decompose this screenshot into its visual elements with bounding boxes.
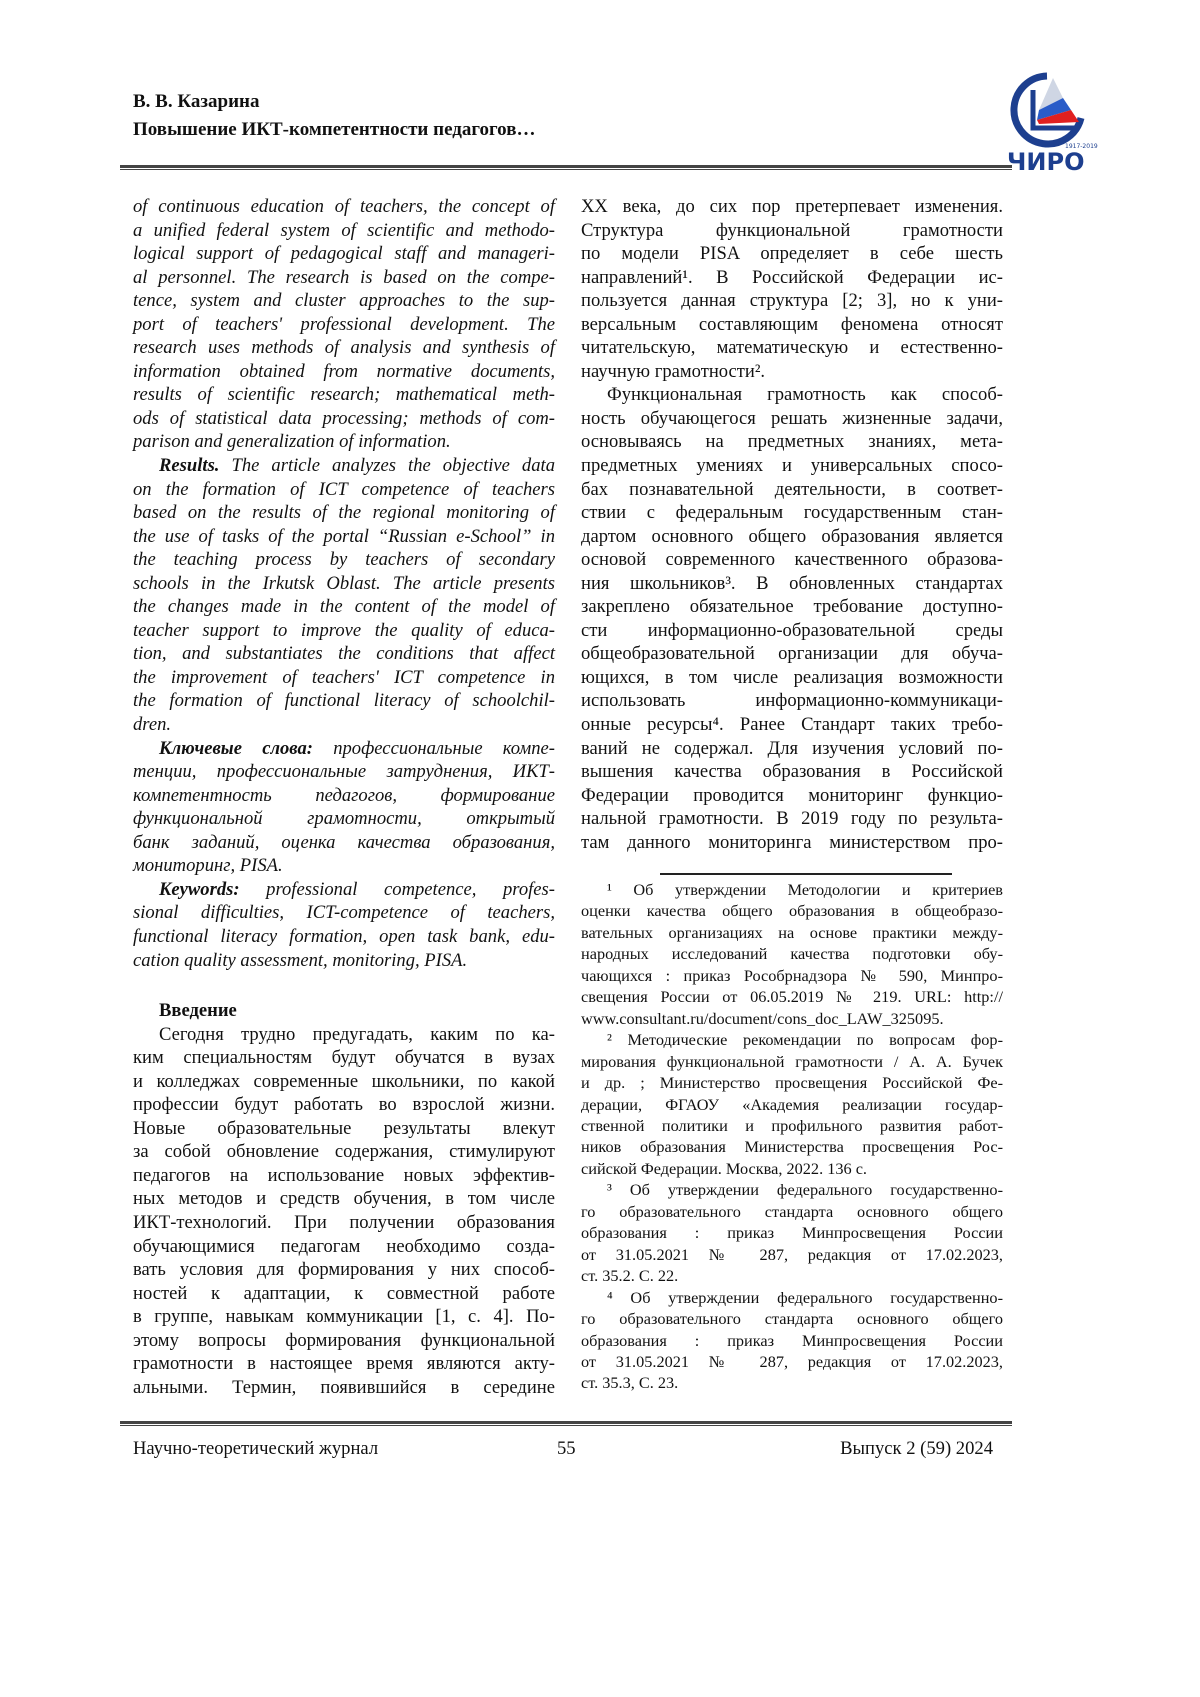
- footnote-line: оценки качества общего образования в общеобразо-: [581, 900, 1003, 921]
- text-line: Федерации проводится мониторинг функцио-: [581, 784, 1003, 808]
- text-line: этому вопросы формирования функциональной: [133, 1329, 555, 1353]
- text-line: Results. The article analyzes the objective data: [133, 454, 555, 478]
- text-line: за собой обновление содержания, стимулируют: [133, 1140, 555, 1164]
- footnote-line: дерации, ФГАОУ «Академия реализации государ-: [581, 1094, 1003, 1115]
- text-line: research uses methods of analysis and synthesis of: [133, 336, 555, 360]
- footnote-line: народных исследований качества подготовки обу-: [581, 943, 1003, 964]
- footnote-line: от 31.05.2021 № 287, редакция от 17.02.2023,: [581, 1244, 1003, 1265]
- text-line: a unified federal system of scientific and methodo-: [133, 219, 555, 243]
- paragraph: [133, 878, 555, 972]
- footnote-line: вательных организациях на основе практики между-: [581, 922, 1003, 943]
- footnote-line: www.consultant.ru/document/cons_doc_LAW_325095.: [581, 1008, 1003, 1029]
- text-line: основой современного качественного образова-: [581, 548, 1003, 572]
- running-title: Повышение ИКТ-компетентности педагогов…: [133, 119, 535, 141]
- text-line: port of teachers' professional development. The: [133, 313, 555, 337]
- header-rule: [120, 165, 1012, 168]
- footer-rule: [120, 1421, 1012, 1424]
- text-line: information obtained from normative documents,: [133, 360, 555, 384]
- footnote-line: ¹ Об утверждении Методологии и критериев: [581, 879, 1003, 900]
- text-line: пользуется данная структура [2; 3], но к уни-: [581, 289, 1003, 313]
- text-line: сти информационно-образовательной среды: [581, 619, 1003, 643]
- header-rule-thin: [120, 169, 1012, 170]
- text-line: ностей к адаптации, к совместной работе: [133, 1282, 555, 1306]
- footnote-line: образования : приказ Минпросвещения России: [581, 1222, 1003, 1243]
- text-line: бах познавательной деятельности, в соответ-: [581, 478, 1003, 502]
- footnote-line: го образовательного стандарта основного общего: [581, 1201, 1003, 1222]
- text-line: грамотности в настоящее время являются акту-: [133, 1352, 555, 1376]
- paragraph-lead: Results.: [159, 455, 219, 476]
- paragraph: [581, 195, 1003, 383]
- text-line: XX века, до сих пор претерпевает изменения.: [581, 195, 1003, 219]
- text-line: по модели PISA определяет в себе шесть: [581, 242, 1003, 266]
- text-line: schools in the Irkutsk Oblast. The article presents: [133, 572, 555, 596]
- text-line: общеобразовательной организации для обуча-: [581, 642, 1003, 666]
- text-line: компетентность педагогов, формирование: [133, 784, 555, 808]
- footnote-line: сийской Федерации. Москва, 2022. 136 с.: [581, 1158, 1003, 1179]
- text-line: parison and generalization of information.: [133, 430, 555, 454]
- footnotes: [581, 879, 1003, 1394]
- text-line: и колледжах современные школьники, по какой: [133, 1070, 555, 1094]
- text-line: ods of statistical data processing; methods of com-: [133, 407, 555, 431]
- section-heading: Введение: [133, 999, 555, 1023]
- text-line: tence, system and cluster approaches to the sup-: [133, 289, 555, 313]
- text-line: направлений¹. В Российской Федерации ис-: [581, 266, 1003, 290]
- text-line: закреплено обязательное требование доступно-: [581, 595, 1003, 619]
- text-line: обучающимися педагогам необходимо созда-: [133, 1235, 555, 1259]
- text-line: ким специальностям будут обучатся в вузах: [133, 1046, 555, 1070]
- text-line: dren.: [133, 713, 555, 737]
- paragraph-lead: Keywords:: [159, 879, 240, 900]
- text-line: tion, and substantiates the conditions that affect: [133, 642, 555, 666]
- logo-years: 1917-2019: [1065, 143, 1098, 150]
- text-line: вать условия для формирования у них способ-: [133, 1258, 555, 1282]
- text-line: профессии будут работать во взрослой жизни.: [133, 1093, 555, 1117]
- text-line: ваний не содержал. Для изучения условий по-: [581, 737, 1003, 761]
- text-line: Keywords: professional competence, profes-: [133, 878, 555, 902]
- text-line: дартом основного общего образования является: [581, 525, 1003, 549]
- text-line: предметных умениях и универсальных спосо-: [581, 454, 1003, 478]
- text-line: al personnel. The research is based on the compe-: [133, 266, 555, 290]
- text-line: альными. Термин, появившийся в середине: [133, 1376, 555, 1400]
- author-name: В. В. Казарина: [133, 91, 259, 113]
- footnote-line: ников образования Министерства просвещения Рос-: [581, 1136, 1003, 1157]
- footnote-line: ⁴ Об утверждении федерального государственно-: [581, 1287, 1003, 1308]
- text-line: results of scientific research; mathematical meth-: [133, 383, 555, 407]
- footnote-line: образования : приказ Минпросвещения России: [581, 1330, 1003, 1351]
- text-line: ющихся, в том числе реализация возможности: [581, 666, 1003, 690]
- text-line: teacher support to improve the quality of educa-: [133, 619, 555, 643]
- text-line: Структура функциональной грамотности: [581, 219, 1003, 243]
- text-line: ных методов и средств обучения, в том числе: [133, 1187, 555, 1211]
- footnote: [581, 1179, 1003, 1286]
- text-line: онные ресурсы⁴. Ранее Стандарт таких требо-: [581, 713, 1003, 737]
- text-line: based on the results of the regional monitoring of: [133, 501, 555, 525]
- text-line: the teaching process by teachers of secondary: [133, 548, 555, 572]
- text-line: использовать информационно-коммуникаци-: [581, 689, 1003, 713]
- text-line: functional literacy formation, open task bank, edu-: [133, 925, 555, 949]
- footnote-line: ² Методические рекомендации по вопросам фор-: [581, 1029, 1003, 1050]
- logo-text: ЧИРО: [1007, 148, 1084, 174]
- footnote-line: мирования функциональной грамотности / А. А. Бучек: [581, 1051, 1003, 1072]
- text-line: sional difficulties, ICT-competence of teachers,: [133, 901, 555, 925]
- text-line: основываясь на предметных знаниях, мета-: [581, 430, 1003, 454]
- page-number: 55: [557, 1438, 576, 1460]
- footnote-line: го образовательного стандарта основного общего: [581, 1308, 1003, 1329]
- text-line: the changes made in the content of the model of: [133, 595, 555, 619]
- text-line: версальным составляющим феномена относят: [581, 313, 1003, 337]
- footnote-line: и др. ; Министерство просвещения Российской Фе-: [581, 1072, 1003, 1093]
- footnote-line: ст. 35.2. С. 22.: [581, 1265, 1003, 1286]
- text-line: Ключевые слова: профессиональные компе-: [133, 737, 555, 761]
- paragraph: [133, 454, 555, 737]
- text-line: the improvement of teachers' ICT competence in: [133, 666, 555, 690]
- text-line: тенции, профессиональные затруднения, ИКТ-: [133, 760, 555, 784]
- journal-name: Научно-теоретический журнал: [133, 1438, 378, 1460]
- left-column: [133, 195, 555, 1399]
- footnote-line: чающихся : приказ Рособрнадзора № 590, Минпро-: [581, 965, 1003, 986]
- footnote-line: ственной политики и профильного развития работ-: [581, 1115, 1003, 1136]
- paragraph-lead: Ключевые слова:: [159, 738, 313, 759]
- text-line: банк заданий, оценка качества образования,: [133, 831, 555, 855]
- footer-rule-thin: [120, 1425, 1012, 1426]
- paragraph: [133, 195, 555, 454]
- right-column: [581, 195, 1003, 854]
- text-line: Новые образовательные результаты влекут: [133, 1117, 555, 1141]
- text-line: on the formation of ICT competence of teachers: [133, 478, 555, 502]
- text-line: педагогов на использование новых эффектив-: [133, 1164, 555, 1188]
- footnote-line: ст. 35.3, С. 23.: [581, 1372, 1003, 1393]
- text-line: мониторинг, PISA.: [133, 854, 555, 878]
- text-line: функциональной грамотности, открытый: [133, 807, 555, 831]
- text-line: нальной грамотности. В 2019 году по результа-: [581, 807, 1003, 831]
- paragraph: [133, 737, 555, 878]
- text-line: ния школьников³. В обновленных стандартах: [581, 572, 1003, 596]
- text-line: logical support of pedagogical staff and manageri-: [133, 242, 555, 266]
- footnote-line: ³ Об утверждении федерального государственно-: [581, 1179, 1003, 1200]
- paragraph: [581, 383, 1003, 854]
- text-line: the use of tasks of the portal “Russian e-School” in: [133, 525, 555, 549]
- footnote: [581, 1287, 1003, 1394]
- issue-number: Выпуск 2 (59) 2024: [840, 1438, 993, 1460]
- footnote-separator: [660, 873, 952, 875]
- text-line: cation quality assessment, monitoring, PISA.: [133, 949, 555, 973]
- text-line: Функциональная грамотность как способ-: [581, 383, 1003, 407]
- text-line: Сегодня трудно предугадать, каким по ка-: [133, 1023, 555, 1047]
- text-line: ствии с федеральным государственным стан-: [581, 501, 1003, 525]
- text-line: вышения качества образования в Российской: [581, 760, 1003, 784]
- footnote: [581, 879, 1003, 1029]
- text-line: of continuous education of teachers, the concept of: [133, 195, 555, 219]
- text-line: там данного мониторинга министерством про-: [581, 831, 1003, 855]
- footnote-line: свещения России от 06.05.2019 № 219. URL: http://: [581, 986, 1003, 1007]
- chiro-logo: [1003, 70, 1099, 174]
- text-line: ность обучающегося решать жизненные задачи,: [581, 407, 1003, 431]
- footnote: [581, 1029, 1003, 1179]
- paragraph: [133, 1023, 555, 1400]
- text-line: ИКТ-технологий. При получении образования: [133, 1211, 555, 1235]
- text-line: в группе, навыкам коммуникации [1, с. 4]. По-: [133, 1305, 555, 1329]
- text-line: the formation of functional literacy of schoolchil-: [133, 689, 555, 713]
- footnote-line: от 31.05.2021 № 287, редакция от 17.02.2023,: [581, 1351, 1003, 1372]
- text-line: научную грамотности².: [581, 360, 1003, 384]
- text-line: читательскую, математическую и естественно-: [581, 336, 1003, 360]
